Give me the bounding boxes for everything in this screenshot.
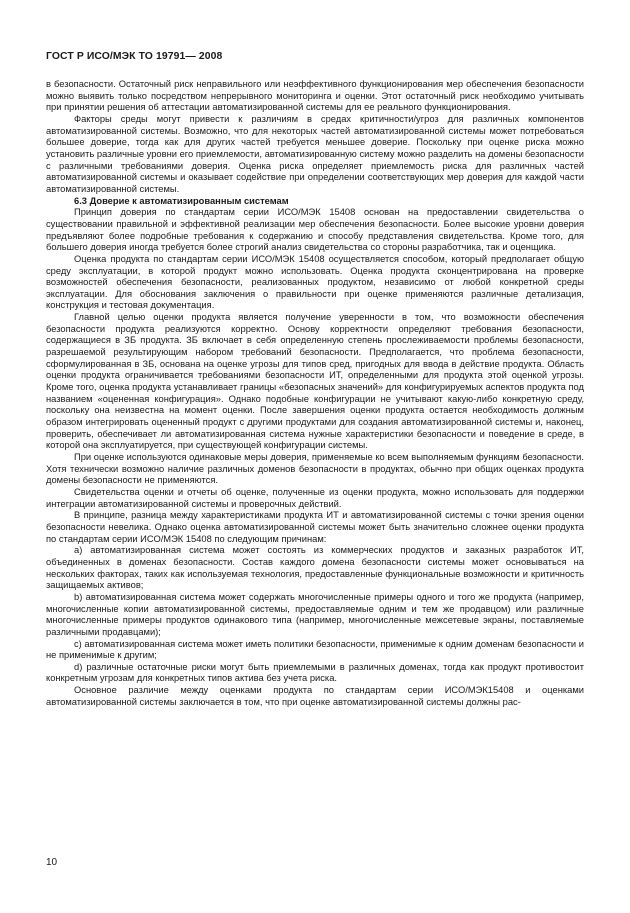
page-number: 10: [46, 857, 58, 868]
paragraph: Свидетельства оценки и отчеты об оценке, полученные из оценки продукта, можно использовать для поддержки интеграции автоматизированной системы и проверочных действий.: [46, 486, 584, 509]
document-header: ГОСТ Р ИСО/МЭК ТО 19791— 2008: [46, 51, 223, 62]
paragraph: в безопасности. Остаточный риск неправильного или неэффективного функционирования мер обеспечения безопасности можно выявить только посредством непрерывного мониторинга и оценки. Этот остаточный риск необходимо учитывать при принятии решения об аттестации автоматизированной системы для ее реального функционирования.: [46, 79, 584, 113]
paragraph: В принципе, разница между характеристиками продукта ИТ и автоматизированной системы с точки зрения оценки безопасности невелика. Однако оценка автоматизированной системы может быть значительно сложнее оценки продукта по стандартам серии ИСО/МЭК 15408 по следующим причинам:: [46, 510, 584, 544]
paragraph: Факторы среды могут привести к различиям в средах критичности/угроз для различных компонентов автоматизированной системы. Возможно, что для некоторых частей автоматизированной системы может потребоваться большее доверие, тогда как для других частей требуется меньшее доверие. Поскольку при оценке риска можно установить различные уровни его приемлемости, автоматизированную систему можно разделить на домены безопасности с различными требованиями доверия. Оценка риска определяет приемлемость риска для различных частей автоматизированной системы и оказывает содействие при определении соответствующих мер доверия для каждой части автоматизированной системы.: [46, 113, 584, 194]
paragraph: Принцип доверия по стандартам серии ИСО/МЭК 15408 основан на предоставлении свидетельства о существовании правильной и эффективной реализации мер обеспечения безопасности. Более высокие уровни доверия предъявляют более подробные требования к содержанию и способу представления свидетельства. Кроме того, для большего доверия иногда требуется более строгий анализ свидетельства со стороны разработчика, так и оценщика.: [46, 207, 584, 253]
document-body: [46, 79, 584, 708]
section-heading: 6.3 Доверие к автоматизированным системам: [74, 195, 289, 206]
paragraph: Оценка продукта по стандартам серии ИСО/МЭК 15408 осуществляется способом, который предполагает общую среду эксплуатации, в которой продукт можно использовать. Оценка продукта сконцентрирована на проверке возможностей обеспечения безопасности, реализованных продуктом, независимо от любой конкретной среды эксплуатации. Для обоснования заключения о правильности при оценке применяются различные детализация, конструкция и тестовая документация.: [46, 253, 584, 311]
list-item: а) автоматизированная система может состоять из коммерческих продуктов и заказных разработок ИТ, объединенных в доменах безопасности. Состав каждого домена безопасности системы может основываться на нескольких факторах, таких как используемая технология, предоставленные функциональные возможности и критичность защищаемых активов;: [46, 545, 584, 591]
paragraph: Основное различие между оценками продукта по стандартам серии ИСО/МЭК15408 и оценками автоматизированной системы заключается в том, что при оценке автоматизированной системы должны рас-: [46, 685, 584, 707]
list-item: d) различные остаточные риски могут быть приемлемыми в различных доменах, тогда как продукт противостоит конкретным угрозам для конкретных типов актива без учета риска.: [46, 661, 584, 684]
paragraph: Главной целью оценки продукта является получение уверенности в том, что возможности обеспечения безопасности продукта реализуются корректно. Основу корректности определяют требования безопасности, содержащиеся в ЗБ продукта. ЗБ включает в себя определенную степень прослеживаемости проблемы безопасности, разрешаемой результирующим набором требований безопасности. Предполагается, что проблема безопасности, сформулированная в ЗБ, основана на оценке угрозы для типов сред, пригодных для ввода в действие продукта. Область оценки продукта ограничивается требованиями безопасности ИТ, определенными для продукта этой оценкой угрозы. Кроме того, оценка продукта устанавливает границы «безопасных значений» для конфигурируемых аспектов продукта под названием «оцененная конфигурация». Однако подобные конфигурации не учитывают какую-либо конкретную среду, поскольку она неизвестна на момент оценки. После завершения оценки продукта остается необходимость должным образом интегрировать оцененный продукт с другими продуктами для создания автоматизированной системы и, наконец, проверить, обеспечивает ли автоматизированная система нужные характеристики безопасности и поведение в среде, в которой она эксплуатируется, при существующей конфигурации системы.: [46, 312, 584, 451]
list-item: b) автоматизированная система может содержать многочисленные примеры одного и того же продукта (например, многочисленные копии автоматизированной системы, предоставляемые одним и тем же продавцом) или различные многочисленные примеры продуктов одинакового типа (например, многочисленные межсетевые экраны, поставляемые различными продавцами);: [46, 591, 584, 637]
list-item: с) автоматизированная система может иметь политики безопасности, применимые к одним доменам безопасности и не применимые к другим;: [46, 638, 584, 661]
paragraph: При оценке используются одинаковые меры доверия, применяемые ко всем выполняемым функциям безопасности. Хотя технически возможно наличие различных доменов безопасности в продуктах, обычно при общих оценках продукта домены безопасности не применяются.: [46, 452, 584, 486]
